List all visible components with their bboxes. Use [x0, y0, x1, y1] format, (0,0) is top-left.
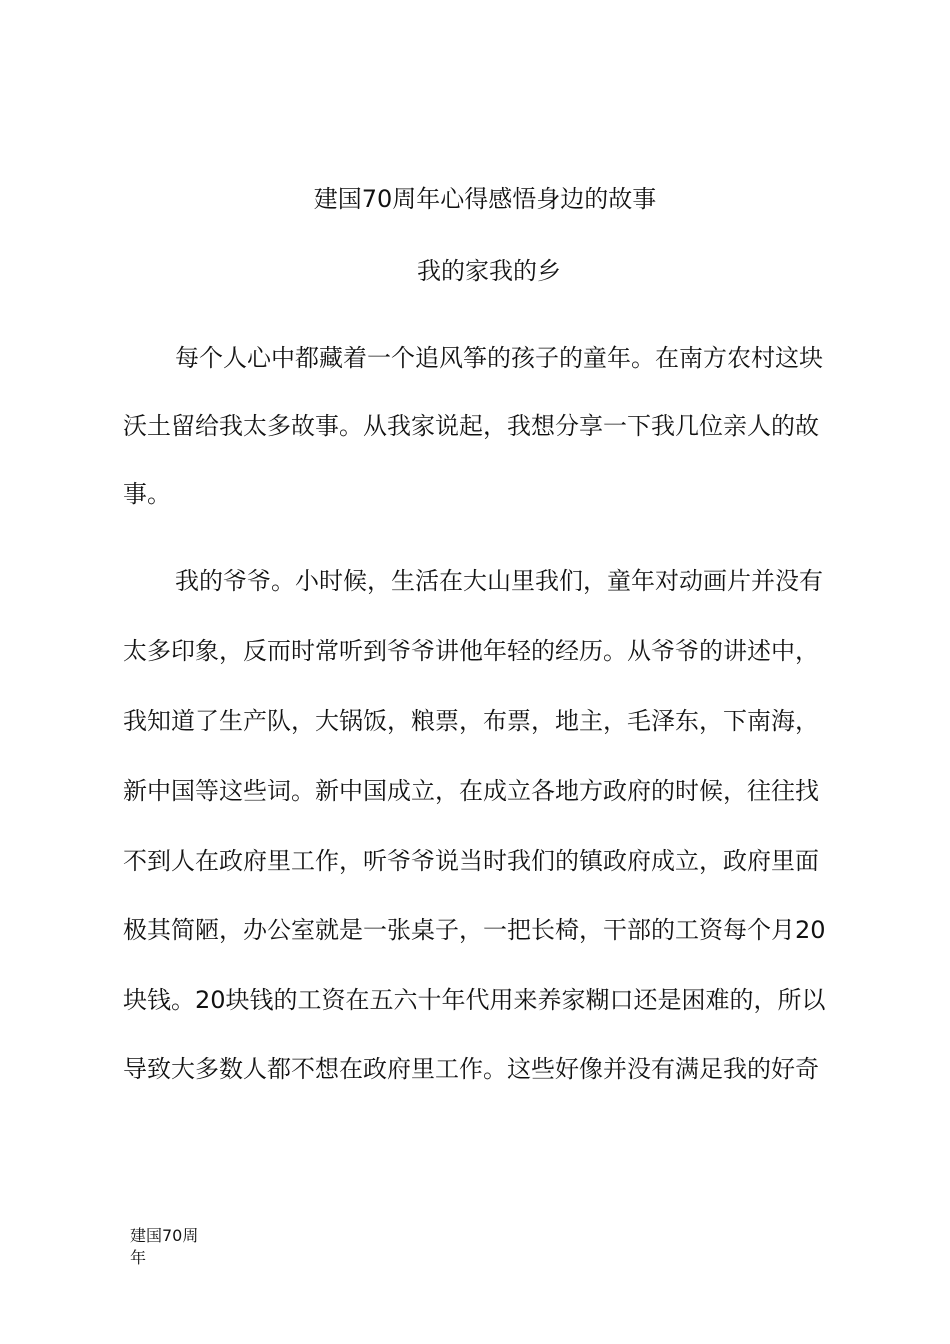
paragraph-line: 极其简陋，办公室就是一张桌子，一把长椅，干部的工资每个月20 [123, 916, 826, 944]
paragraph-line: 我知道了生产队，大锅饭，粮票，布票，地主，毛泽东，下南海， [123, 707, 819, 735]
footer-line: 年 [130, 1248, 147, 1267]
page-footer [130, 1225, 230, 1269]
paragraph-line: 事。 [123, 480, 171, 508]
paragraph-line: 沃土留给我太多故事。从我家说起，我想分享一下我几位亲人的故 [123, 412, 819, 440]
document-subtitle: 我的家我的乡 [417, 257, 561, 285]
paragraph-line: 不到人在政府里工作，听爷爷说当时我们的镇政府成立，政府里面 [123, 847, 819, 875]
paragraph-line: 块钱。20块钱的工资在五六十年代用来养家糊口还是困难的，所以 [123, 986, 826, 1014]
paragraph-line: 我的爷爷。小时候，生活在大山里我们，童年对动画片并没有 [175, 567, 823, 595]
document-title: 建国70周年心得感悟身边的故事 [313, 185, 657, 213]
paragraph-line: 新中国等这些词。新中国成立，在成立各地方政府的时候，往往找 [123, 777, 819, 805]
footer-line: 建国70周 [130, 1226, 199, 1245]
paragraph-line: 太多印象，反而时常听到爷爷讲他年轻的经历。从爷爷的讲述中， [123, 637, 819, 665]
paragraph-line: 每个人心中都藏着一个追风筝的孩子的童年。在南方农村这块 [175, 344, 823, 372]
paragraph-line: 导致大多数人都不想在政府里工作。这些好像并没有满足我的好奇 [123, 1055, 819, 1083]
